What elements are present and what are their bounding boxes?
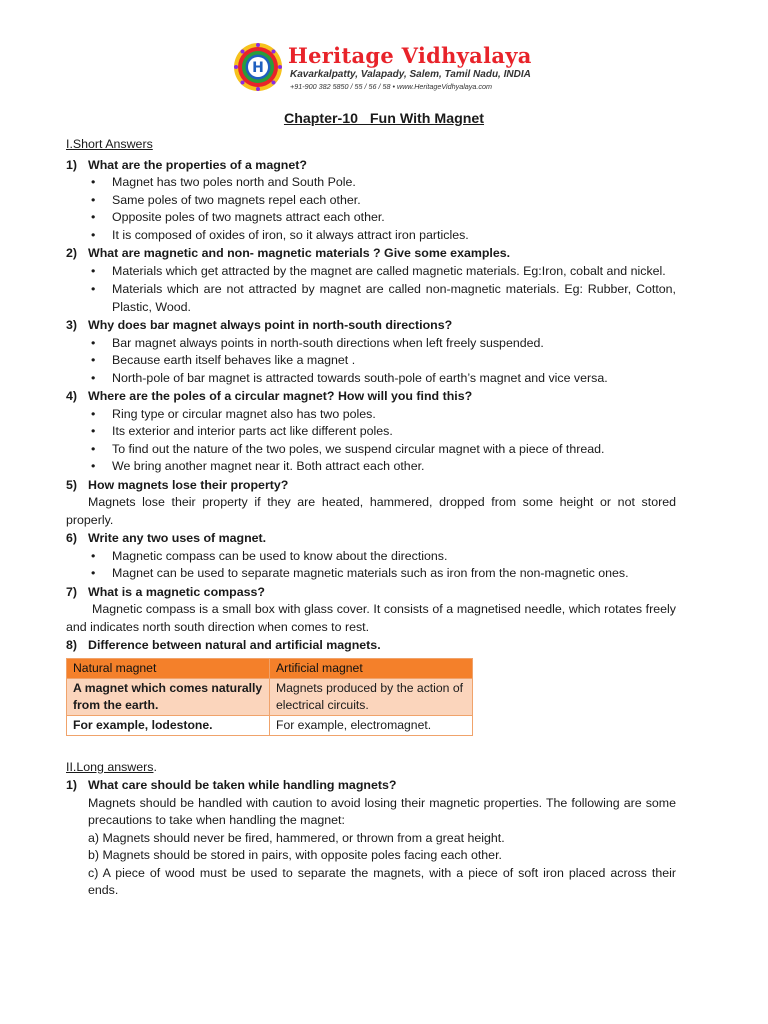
chapter-title: Chapter-10 Fun With Magnet	[283, 111, 485, 127]
spacer	[66, 741, 676, 759]
list-item: • Its exterior and interior parts act like different poles.	[88, 423, 676, 441]
question-1: 1) What are the properties of a magnet?	[66, 157, 307, 172]
long-answer-point: a) Magnets should never be fired, hammered, or thrown from a great height.	[88, 830, 505, 845]
list-item: • To find out the nature of the two poles, we suspend circular magnet with a piece of thread.	[88, 441, 676, 459]
list-item: • Magnetic compass can be used to know about the directions.	[88, 548, 676, 566]
list-item: • We bring another magnet near it. Both attract each other.	[88, 458, 676, 476]
answer-4-list	[88, 406, 676, 476]
table-row	[67, 715, 473, 735]
school-header	[233, 42, 543, 94]
worksheet-content	[66, 136, 676, 900]
short-answers-heading: I.Short Answers	[66, 137, 153, 151]
answer-1-list	[88, 174, 676, 244]
list-item: • Bar magnet always points in north-south directions when left freely suspended.	[88, 335, 676, 353]
list-item: • Opposite poles of two magnets attract each other.	[88, 209, 676, 227]
school-address: Kavarkalpatty, Valapady, Salem, Tamil Nadu, INDIA	[290, 69, 531, 80]
question-8: 8) Difference between natural and artificial magnets.	[66, 638, 381, 652]
question-3: 3) Why does bar magnet always point in north-south directions?	[66, 318, 453, 332]
table-cell: For example, electromagnet.	[270, 715, 473, 735]
list-item: • Ring type or circular magnet also has two poles.	[88, 406, 676, 424]
question-2: 2) What are magnetic and non- magnetic materials ? Give some examples.	[66, 246, 511, 260]
table-cell: Magnets produced by the action of electrical circuits.	[270, 678, 473, 715]
long-answer-point: b) Magnets should be stored in pairs, with opposite poles facing each other.	[88, 848, 502, 862]
table-header-row	[67, 658, 473, 678]
school-name: Heritage Vidhyalaya	[288, 43, 532, 68]
school-contact: +91-900 382 5850 / 55 / 56 / 58 • www.HeritageVidhyalaya.com	[290, 82, 492, 91]
comparison-table	[66, 658, 473, 736]
long-answers-heading: II.Long answers.	[66, 759, 157, 774]
answer-6-list	[88, 548, 676, 583]
table-cell: A magnet which comes naturally from the earth.	[67, 678, 270, 715]
question-5: 5) How magnets lose their property?	[66, 477, 289, 492]
answer-7: Magnetic compass is a small box with glass cover. It consists of a magnetised needle, which rotates freely and indicates north south direction when comes to rest.	[66, 602, 676, 634]
long-answer-point: c) A piece of wood must be used to separate the magnets, with a piece of soft iron placed across their ends.	[88, 865, 676, 897]
list-item: • North-pole of bar magnet is attracted towards south-pole of earth’s magnet and vice versa.	[88, 370, 676, 388]
long-question-1: 1) What care should be taken while handling magnets?	[66, 778, 397, 792]
list-item: • Magnet can be used to separate magnetic materials such as iron from the non-magnetic ones.	[88, 565, 676, 583]
table-row	[67, 678, 473, 715]
table-cell: For example, lodestone.	[67, 715, 270, 735]
question-7: 7) What is a magnetic compass?	[66, 584, 265, 599]
list-item: • Because earth itself behaves like a magnet .	[88, 352, 676, 370]
long-answer-intro: Magnets should be handled with caution to avoid losing their magnetic properties. The following are some precautions to take when handling the magnet:	[88, 795, 676, 827]
svg-text:H: H	[252, 60, 264, 76]
list-item: • Same poles of two magnets repel each other.	[88, 192, 676, 210]
list-item: • Materials which get attracted by the magnet are called magnetic materials. Eg:Iron, cobalt and nickel.	[88, 263, 676, 281]
school-logo-icon	[233, 42, 283, 92]
question-6: 6) Write any two uses of magnet.	[66, 531, 267, 545]
list-item: • Materials which are not attracted by magnet are called non-magnetic materials. Eg: Rubber, Cotton, Plastic, Wood.	[88, 281, 676, 316]
list-item: • Magnet has two poles north and South Pole.	[88, 174, 676, 192]
answer-3-list	[88, 335, 676, 388]
table-header: Artificial magnet	[270, 658, 473, 678]
answer-2-list	[88, 263, 676, 317]
list-item: • It is composed of oxides of iron, so it always attract iron particles.	[88, 227, 676, 245]
answer-5: Magnets lose their property if they are heated, hammered, dropped from some height or not stored properly.	[66, 495, 676, 527]
question-4: 4) Where are the poles of a circular magnet? How will you find this?	[66, 389, 473, 403]
table-header: Natural magnet	[67, 658, 270, 678]
